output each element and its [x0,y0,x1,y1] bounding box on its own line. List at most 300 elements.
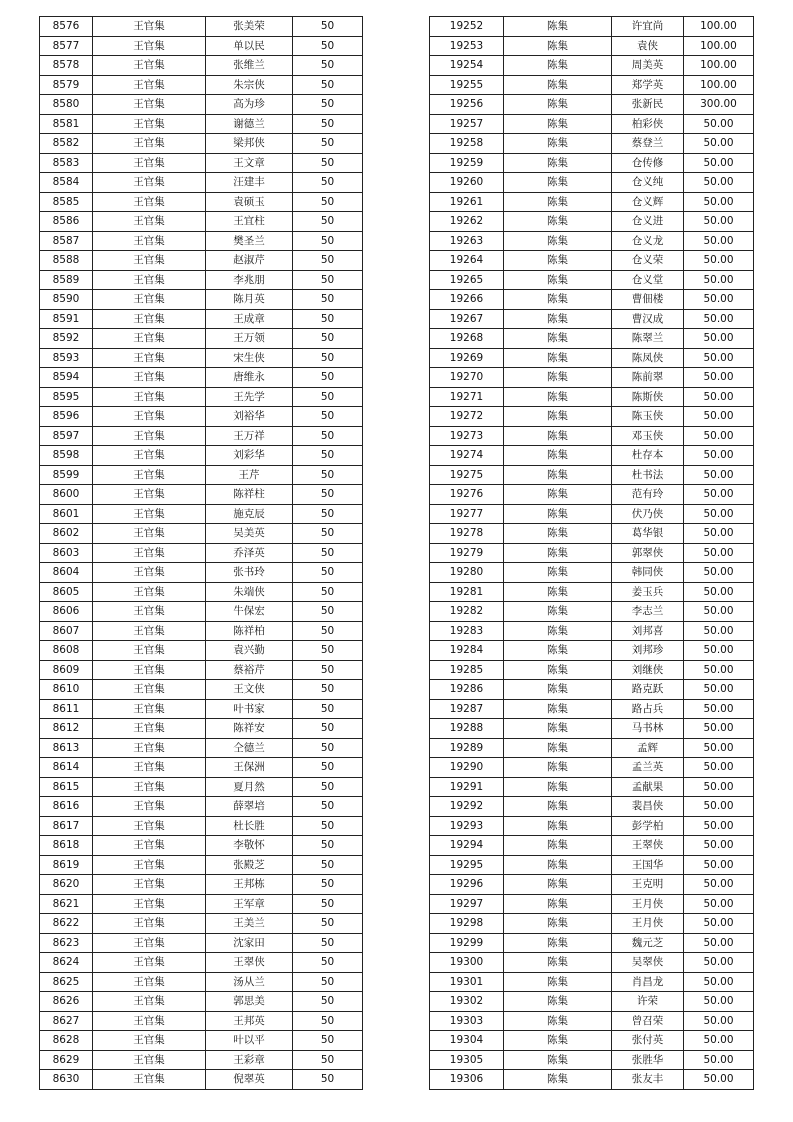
amount-cell: 50 [293,309,363,329]
village-cell: 王官集 [93,173,206,193]
record-id-cell: 19267 [430,309,504,329]
amount-cell: 50.00 [684,485,754,505]
person-name-cell: 许荣 [612,992,684,1012]
village-cell: 陈集 [504,1011,612,1031]
amount-cell: 50.00 [684,504,754,524]
amount-cell: 50 [293,1050,363,1070]
person-name-cell: 樊圣兰 [206,231,293,251]
person-name-cell: 马书林 [612,719,684,739]
amount-cell: 50.00 [684,914,754,934]
record-id-cell: 8604 [40,563,93,583]
village-cell: 王官集 [93,816,206,836]
person-name-cell: 郑学英 [612,75,684,95]
village-cell: 王官集 [93,504,206,524]
amount-cell: 50 [293,134,363,154]
village-cell: 陈集 [504,290,612,310]
amount-cell: 50.00 [684,641,754,661]
table-row [430,641,754,661]
person-name-cell: 刘邦珍 [612,641,684,661]
person-name-cell: 谢德兰 [206,114,293,134]
table-row [40,465,363,485]
table-row [430,231,754,251]
amount-cell: 50 [293,192,363,212]
table-row [430,602,754,622]
person-name-cell: 韩同侠 [612,563,684,583]
record-id-cell: 19269 [430,348,504,368]
record-id-cell: 8603 [40,543,93,563]
record-id-cell: 19276 [430,485,504,505]
person-name-cell: 张胜华 [612,1050,684,1070]
village-cell: 陈集 [504,36,612,56]
table-row [430,933,754,953]
village-cell: 陈集 [504,680,612,700]
table-row [430,329,754,349]
village-cell: 王官集 [93,953,206,973]
village-cell: 王官集 [93,465,206,485]
village-cell: 陈集 [504,309,612,329]
record-id-cell: 8617 [40,816,93,836]
table-row [430,1050,754,1070]
table-row [40,894,363,914]
record-id-cell: 8590 [40,290,93,310]
amount-cell: 50.00 [684,543,754,563]
record-id-cell: 8610 [40,680,93,700]
table-row [40,563,363,583]
table-row [40,134,363,154]
record-id-cell: 8629 [40,1050,93,1070]
person-name-cell: 陈翠兰 [612,329,684,349]
amount-cell: 50 [293,660,363,680]
record-id-cell: 19306 [430,1070,504,1090]
amount-cell: 50.00 [684,426,754,446]
record-id-cell: 8596 [40,407,93,427]
village-cell: 陈集 [504,855,612,875]
person-name-cell: 陈凤侠 [612,348,684,368]
table-row [40,95,363,115]
table-row [40,914,363,934]
village-cell: 陈集 [504,1050,612,1070]
village-cell: 陈集 [504,621,612,641]
village-cell: 陈集 [504,348,612,368]
record-id-cell: 8607 [40,621,93,641]
record-id-cell: 19304 [430,1031,504,1051]
amount-cell: 100.00 [684,75,754,95]
village-cell: 陈集 [504,231,612,251]
table-row [40,543,363,563]
village-cell: 陈集 [504,563,612,583]
person-name-cell: 吴翠侠 [612,953,684,973]
amount-cell: 50.00 [684,251,754,271]
person-name-cell: 王翠侠 [206,953,293,973]
table-row [430,270,754,290]
village-cell: 王官集 [93,36,206,56]
village-cell: 陈集 [504,543,612,563]
table-row [40,719,363,739]
person-name-cell: 袁硕玉 [206,192,293,212]
person-name-cell: 路占兵 [612,699,684,719]
amount-cell: 50 [293,602,363,622]
amount-cell: 50 [293,75,363,95]
amount-cell: 50.00 [684,855,754,875]
record-id-cell: 19295 [430,855,504,875]
amount-cell: 50 [293,563,363,583]
amount-cell: 50 [293,270,363,290]
table-row [40,524,363,544]
person-name-cell: 陈斯侠 [612,387,684,407]
person-name-cell: 路克跃 [612,680,684,700]
village-cell: 陈集 [504,875,612,895]
record-id-cell: 8618 [40,836,93,856]
table-row [430,75,754,95]
table-row [430,972,754,992]
amount-cell: 50.00 [684,719,754,739]
person-name-cell: 施克辰 [206,504,293,524]
table-row [430,387,754,407]
table-row [40,777,363,797]
amount-cell: 50 [293,290,363,310]
village-cell: 王官集 [93,582,206,602]
amount-cell: 50 [293,465,363,485]
village-cell: 王官集 [93,1070,206,1090]
village-cell: 陈集 [504,329,612,349]
record-id-cell: 8576 [40,17,93,37]
village-cell: 王官集 [93,251,206,271]
amount-cell: 50.00 [684,290,754,310]
village-cell: 王官集 [93,56,206,76]
left-table-body [40,17,363,1090]
amount-cell: 50 [293,680,363,700]
record-id-cell: 8584 [40,173,93,193]
person-name-cell: 王国华 [612,855,684,875]
record-id-cell: 19277 [430,504,504,524]
record-id-cell: 8601 [40,504,93,524]
amount-cell: 50.00 [684,114,754,134]
record-id-cell: 19254 [430,56,504,76]
village-cell: 陈集 [504,56,612,76]
record-id-cell: 8581 [40,114,93,134]
record-id-cell: 8585 [40,192,93,212]
village-cell: 陈集 [504,582,612,602]
table-row [430,738,754,758]
amount-cell: 50 [293,485,363,505]
village-cell: 陈集 [504,485,612,505]
amount-cell: 50.00 [684,621,754,641]
village-cell: 王官集 [93,212,206,232]
record-id-cell: 8600 [40,485,93,505]
person-name-cell: 单以民 [206,36,293,56]
table-row [430,485,754,505]
table-row [430,582,754,602]
record-id-cell: 8593 [40,348,93,368]
amount-cell: 50.00 [684,1031,754,1051]
amount-cell: 50 [293,387,363,407]
village-cell: 王官集 [93,855,206,875]
record-id-cell: 19259 [430,153,504,173]
record-id-cell: 19260 [430,173,504,193]
record-id-cell: 19274 [430,446,504,466]
amount-cell: 50.00 [684,563,754,583]
record-id-cell: 19285 [430,660,504,680]
person-name-cell: 郭翠侠 [612,543,684,563]
record-id-cell: 19258 [430,134,504,154]
person-name-cell: 王文章 [206,153,293,173]
record-id-cell: 19292 [430,797,504,817]
record-id-cell: 8577 [40,36,93,56]
village-cell: 王官集 [93,933,206,953]
right-table-body [430,17,754,1090]
amount-cell: 50 [293,368,363,388]
table-row [40,348,363,368]
record-id-cell: 19290 [430,758,504,778]
table-row [430,953,754,973]
village-cell: 陈集 [504,134,612,154]
amount-cell: 50 [293,797,363,817]
table-row [430,212,754,232]
village-cell: 陈集 [504,173,612,193]
record-id-cell: 19278 [430,524,504,544]
table-row [40,621,363,641]
amount-cell: 50.00 [684,446,754,466]
person-name-cell: 伏乃侠 [612,504,684,524]
person-name-cell: 王文侠 [206,680,293,700]
person-name-cell: 刘继侠 [612,660,684,680]
amount-cell: 300.00 [684,95,754,115]
record-id-cell: 8621 [40,894,93,914]
table-row [40,36,363,56]
table-row [40,446,363,466]
table-row [40,407,363,427]
table-row [40,933,363,953]
village-cell: 王官集 [93,387,206,407]
table-row [40,641,363,661]
person-name-cell: 王邦栋 [206,875,293,895]
person-name-cell: 仓义龙 [612,231,684,251]
amount-cell: 50 [293,719,363,739]
village-cell: 陈集 [504,446,612,466]
amount-cell: 50.00 [684,953,754,973]
amount-cell: 50 [293,251,363,271]
village-cell: 陈集 [504,953,612,973]
person-name-cell: 葛华银 [612,524,684,544]
village-cell: 陈集 [504,387,612,407]
village-cell: 陈集 [504,914,612,934]
amount-cell: 50.00 [684,875,754,895]
amount-cell: 50.00 [684,680,754,700]
amount-cell: 50 [293,348,363,368]
person-name-cell: 张付英 [612,1031,684,1051]
village-cell: 陈集 [504,758,612,778]
record-id-cell: 19262 [430,212,504,232]
record-id-cell: 8608 [40,641,93,661]
record-id-cell: 19300 [430,953,504,973]
village-cell: 陈集 [504,933,612,953]
village-cell: 王官集 [93,680,206,700]
person-name-cell: 姜玉兵 [612,582,684,602]
village-cell: 陈集 [504,797,612,817]
amount-cell: 50 [293,543,363,563]
table-row [40,231,363,251]
village-cell: 王官集 [93,17,206,37]
person-name-cell: 王万领 [206,329,293,349]
village-cell: 陈集 [504,504,612,524]
person-name-cell: 杜长胜 [206,816,293,836]
person-name-cell: 夏月然 [206,777,293,797]
record-id-cell: 19289 [430,738,504,758]
amount-cell: 50 [293,1011,363,1031]
person-name-cell: 陈祥安 [206,719,293,739]
record-id-cell: 8588 [40,251,93,271]
village-cell: 陈集 [504,524,612,544]
record-id-cell: 19256 [430,95,504,115]
table-row [40,797,363,817]
village-cell: 王官集 [93,797,206,817]
record-id-cell: 8616 [40,797,93,817]
record-id-cell: 19261 [430,192,504,212]
person-name-cell: 肖昌龙 [612,972,684,992]
village-cell: 王官集 [93,972,206,992]
amount-cell: 50 [293,875,363,895]
person-name-cell: 李志兰 [612,602,684,622]
table-row [430,621,754,641]
person-name-cell: 张新民 [612,95,684,115]
amount-cell: 50.00 [684,173,754,193]
person-name-cell: 高为珍 [206,95,293,115]
amount-cell: 50 [293,212,363,232]
village-cell: 王官集 [93,1031,206,1051]
village-cell: 陈集 [504,1031,612,1051]
table-row [430,855,754,875]
person-name-cell: 陈玉侠 [612,407,684,427]
amount-cell: 50 [293,153,363,173]
village-cell: 王官集 [93,738,206,758]
table-row [430,446,754,466]
amount-cell: 50.00 [684,1070,754,1090]
record-id-cell: 8598 [40,446,93,466]
table-row [40,426,363,446]
record-id-cell: 8583 [40,153,93,173]
record-id-cell: 19279 [430,543,504,563]
table-row [430,36,754,56]
table-row [40,953,363,973]
village-cell: 王官集 [93,134,206,154]
amount-cell: 50 [293,641,363,661]
amount-cell: 50.00 [684,582,754,602]
person-name-cell: 刘邦喜 [612,621,684,641]
table-row [430,504,754,524]
person-name-cell: 王成章 [206,309,293,329]
amount-cell: 50 [293,777,363,797]
record-id-cell: 8599 [40,465,93,485]
table-row [40,738,363,758]
person-name-cell: 李敬怀 [206,836,293,856]
amount-cell: 100.00 [684,36,754,56]
person-name-cell: 王宜柱 [206,212,293,232]
record-id-cell: 8613 [40,738,93,758]
village-cell: 陈集 [504,368,612,388]
table-row [430,290,754,310]
person-name-cell: 陈前翠 [612,368,684,388]
village-cell: 王官集 [93,699,206,719]
record-id-cell: 19293 [430,816,504,836]
amount-cell: 100.00 [684,56,754,76]
record-id-cell: 8594 [40,368,93,388]
record-id-cell: 8602 [40,524,93,544]
village-cell: 王官集 [93,114,206,134]
record-id-cell: 19253 [430,36,504,56]
record-id-cell: 8592 [40,329,93,349]
amount-cell: 50 [293,972,363,992]
person-name-cell: 魏元芝 [612,933,684,953]
record-id-cell: 19303 [430,1011,504,1031]
village-cell: 陈集 [504,816,612,836]
person-name-cell: 王翠侠 [612,836,684,856]
amount-cell: 100.00 [684,17,754,37]
table-row [430,758,754,778]
person-name-cell: 赵淑芹 [206,251,293,271]
village-cell: 陈集 [504,992,612,1012]
amount-cell: 50 [293,855,363,875]
person-name-cell: 杜存本 [612,446,684,466]
person-name-cell: 牛保宏 [206,602,293,622]
village-cell: 王官集 [93,1011,206,1031]
village-cell: 陈集 [504,660,612,680]
person-name-cell: 张维兰 [206,56,293,76]
table-row [40,660,363,680]
village-cell: 王官集 [93,641,206,661]
village-cell: 王官集 [93,231,206,251]
table-row [430,563,754,583]
record-id-cell: 8591 [40,309,93,329]
person-name-cell: 曹汉成 [612,309,684,329]
record-id-cell: 8624 [40,953,93,973]
person-name-cell: 王军章 [206,894,293,914]
amount-cell: 50.00 [684,777,754,797]
table-row [40,251,363,271]
amount-cell: 50 [293,56,363,76]
amount-cell: 50.00 [684,972,754,992]
record-id-cell: 8620 [40,875,93,895]
record-id-cell: 19272 [430,407,504,427]
amount-cell: 50 [293,1070,363,1090]
village-cell: 陈集 [504,699,612,719]
table-row [40,153,363,173]
person-name-cell: 曾召荣 [612,1011,684,1031]
record-id-cell: 8626 [40,992,93,1012]
person-name-cell: 王邦英 [206,1011,293,1031]
village-cell: 王官集 [93,290,206,310]
village-cell: 王官集 [93,602,206,622]
table-row [430,816,754,836]
record-id-cell: 19296 [430,875,504,895]
record-id-cell: 19284 [430,641,504,661]
table-row [40,114,363,134]
amount-cell: 50 [293,621,363,641]
record-id-cell: 8627 [40,1011,93,1031]
record-id-cell: 19301 [430,972,504,992]
table-row [40,270,363,290]
village-cell: 陈集 [504,95,612,115]
table-row [40,875,363,895]
table-row [430,153,754,173]
record-id-cell: 8587 [40,231,93,251]
amount-cell: 50.00 [684,192,754,212]
village-cell: 王官集 [93,719,206,739]
person-name-cell: 王美兰 [206,914,293,934]
amount-cell: 50 [293,992,363,1012]
table-row [430,134,754,154]
table-row [40,836,363,856]
village-cell: 王官集 [93,329,206,349]
